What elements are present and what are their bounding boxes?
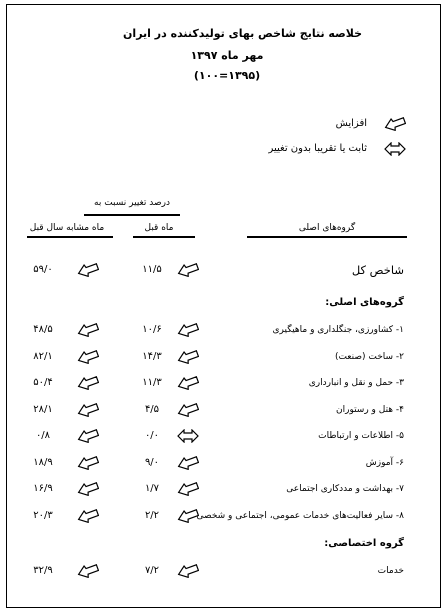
row-prev-year: ۲۰/۳: [33, 509, 53, 521]
row-prev-year: ۴۸/۵: [33, 324, 53, 335]
increase-icon: [77, 564, 99, 578]
change-header-rule: [84, 214, 180, 216]
increase-icon: [177, 323, 199, 337]
increase-icon: [77, 323, 99, 337]
report-period: مهر ماه ۱۳۹۷: [190, 49, 264, 62]
increase-icon: [177, 564, 199, 578]
row-label: ۱- کشاورزی، جنگلداری و ماهیگیری: [272, 325, 404, 335]
increase-icon: [77, 403, 99, 417]
rule-prev-year: [27, 236, 113, 238]
increase-icon: [77, 482, 99, 496]
row-prev-year: ۱۶/۹: [33, 483, 53, 494]
row-label: ۶- آموزش: [365, 457, 404, 468]
row-prev-month: ۱۴/۳: [142, 350, 162, 362]
row-prev-year: ۸۲/۱: [33, 350, 53, 362]
legend-increase-icon: [384, 117, 406, 131]
row-label: ۵- اطلاعات و ارتباطات: [318, 431, 404, 441]
increase-icon: [77, 456, 99, 470]
increase-icon: [77, 350, 99, 364]
row-prev-month: ۹/۰: [144, 456, 160, 468]
row-prev-year: ۳۲/۹: [33, 565, 53, 576]
rule-groups: [247, 236, 407, 238]
row-label: ۷- بهداشت و مددکاری اجتماعی: [286, 484, 404, 494]
increase-icon: [77, 263, 99, 277]
row-label: خدمات: [377, 566, 404, 576]
legend-stable-label: ثابت یا تقریبا بدون تغییر: [268, 143, 367, 154]
col-header-prev-month: ماه قبل: [144, 223, 174, 233]
row-prev-month: ۱۰/۶: [142, 324, 162, 335]
increase-icon: [177, 350, 199, 364]
change-header: درصد تغییر نسبت به: [94, 198, 170, 208]
row-prev-year: ۵۰/۴: [33, 377, 53, 388]
overall-prev-month: ۱۱/۵: [142, 264, 162, 275]
row-prev-month: ۱/۷: [144, 483, 160, 494]
report-title: خلاصه نتایج شاخص بهای تولیدکننده در ایران: [123, 27, 362, 40]
legend-stable-icon: [384, 142, 406, 156]
row-prev-month: ۱۱/۳: [142, 377, 162, 388]
row-prev-month: ۲/۲: [144, 509, 160, 521]
row-label: ۴- هتل و رستوران: [335, 404, 404, 415]
legend-increase-label: افزایش: [335, 118, 367, 129]
overall-label: شاخص کل: [351, 263, 404, 277]
report-base: (۱۰۰=۱۳۹۵): [193, 69, 261, 82]
main-groups-title: گروه‌های اصلی:: [325, 297, 404, 308]
increase-icon: [177, 376, 199, 390]
report-page: [6, 4, 441, 608]
row-prev-month: ۰/۰: [144, 430, 160, 441]
col-header-prev-year: ماه مشابه سال قبل: [29, 223, 105, 233]
row-label: ۸- سایر فعالیت‌های خدمات عمومی، اجتماعی و شخصی: [196, 510, 404, 521]
increase-icon: [77, 429, 99, 443]
increase-icon: [77, 509, 99, 523]
increase-icon: [77, 376, 99, 390]
special-groups-title: گروه اختصاصی:: [324, 538, 404, 549]
stable-icon: [177, 429, 199, 443]
overall-prev-year: ۵۹/۰: [33, 264, 53, 275]
increase-icon: [177, 403, 199, 417]
increase-icon: [177, 263, 199, 277]
row-prev-month: ۷/۲: [144, 565, 160, 576]
row-label: ۳- حمل و نقل و انبارداری: [308, 378, 404, 388]
rule-prev-month: [133, 236, 195, 238]
row-prev-year: ۰/۸: [35, 430, 51, 441]
row-label: ۲- ساخت (صنعت): [334, 351, 404, 362]
row-prev-year: ۱۸/۹: [33, 456, 53, 468]
increase-icon: [177, 482, 199, 496]
row-prev-year: ۲۸/۱: [33, 403, 53, 415]
col-header-groups: گروه‌های اصلی: [298, 223, 356, 233]
increase-icon: [177, 456, 199, 470]
row-prev-month: ۴/۵: [144, 403, 160, 415]
